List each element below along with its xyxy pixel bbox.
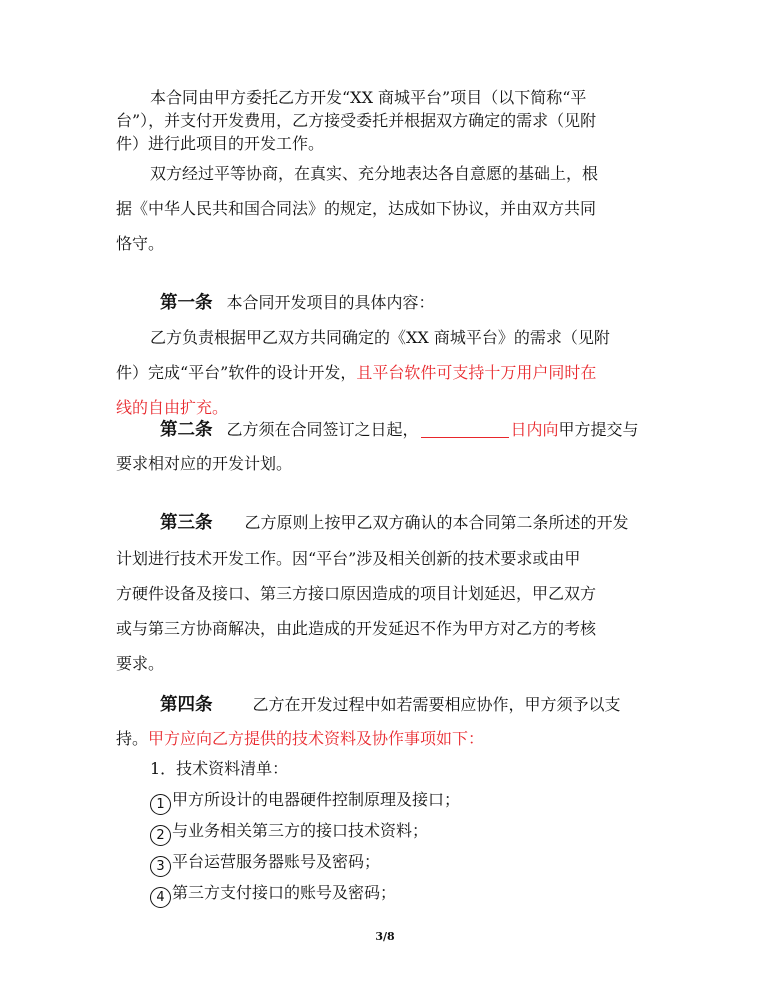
article-title: 第三条 (160, 513, 213, 533)
list-item (150, 815, 670, 846)
circled-number: 1 (150, 794, 171, 815)
text-line: 要求相对应的开发计划。 (116, 454, 293, 473)
list-item-text: 甲方所设计的电器硬件控制原理及接口； (172, 790, 461, 809)
circled-number: 2 (150, 825, 171, 846)
article-3 (116, 505, 676, 681)
text-line: 或与第三方协商解决，由此造成的开发延迟不作为甲方对乙方的考核 (116, 619, 597, 638)
list-item (150, 784, 670, 815)
intro-paragraph-1 (116, 86, 676, 155)
article-1 (116, 286, 676, 425)
circled-number: 3 (150, 856, 171, 877)
article-title: 第二条 (160, 420, 213, 440)
list-item-text: 第三方支付接口的账号及密码； (172, 883, 397, 902)
circled-number: 4 (150, 887, 171, 908)
list-item-text: 与业务相关第三方的接口技术资料； (172, 821, 429, 840)
text-line: 据《中华人民共和国合同法》的规定，达成如下协议，并由双方共同 (116, 199, 597, 218)
text-segment: 件）完成“平台”软件的设计开发， (116, 363, 357, 382)
highlight-text: 线的自由扩充。 (116, 398, 229, 417)
text-line: 计划进行技术开发工作。因“平台”涉及相关创新的技术要求或由甲 (116, 549, 581, 568)
article-title: 第四条 (160, 695, 213, 715)
text-segment: 乙方原则上按甲乙双方确认的本合同第二条所述的开发 (244, 513, 629, 532)
article-head-text: 本合同开发项目的具体内容： (226, 293, 435, 312)
blank-fill-line (421, 421, 509, 438)
highlight-text: 日内向 (510, 420, 559, 439)
intro-paragraph-2 (116, 156, 676, 261)
text-segment: 持。 (116, 729, 149, 748)
text-line: 台”），并支付开发费用，乙方接受委托并根据双方确定的需求（见附 (116, 111, 597, 130)
list-heading: 1．技术资料清单： (150, 759, 289, 778)
text-line: 要求。 (116, 654, 165, 673)
text-segment: 乙方须在合同签订之日起， (226, 420, 419, 439)
text-segment: 乙方在开发过程中如若需要相应协作，甲方须予以支 (252, 695, 621, 714)
text-line: 恪守。 (116, 234, 165, 253)
text-line: 方硬件设备及接口、第三方接口原因造成的项目计划延迟，甲乙双方 (116, 584, 597, 603)
highlight-text: 甲方应向乙方提供的技术资料及协作事项如下： (148, 729, 485, 748)
highlight-text: 且平台软件可支持十万用户同时在 (356, 363, 597, 382)
article-4 (116, 688, 676, 755)
text-segment: 甲方提交与 (558, 420, 639, 439)
text-line: 本合同由甲方委托乙方开发“XX 商城平台”项目（以下简称“平 (150, 88, 587, 107)
article-title: 第一条 (160, 293, 213, 313)
text-line: 乙方负责根据甲乙双方共同确定的《XX 商城平台》的需求（见附 (150, 328, 610, 347)
list-item-text: 平台运营服务器账号及密码； (172, 852, 381, 871)
article-2 (116, 413, 676, 480)
text-line: 双方经过平等协商，在真实、充分地表达各自意愿的基础上，根 (150, 164, 599, 183)
tech-materials-list (150, 754, 670, 908)
list-item (150, 846, 670, 877)
text-line: 件）进行此项目的开发工作。 (116, 134, 325, 153)
list-item (150, 877, 670, 908)
page-number: 3/8 (375, 930, 395, 943)
